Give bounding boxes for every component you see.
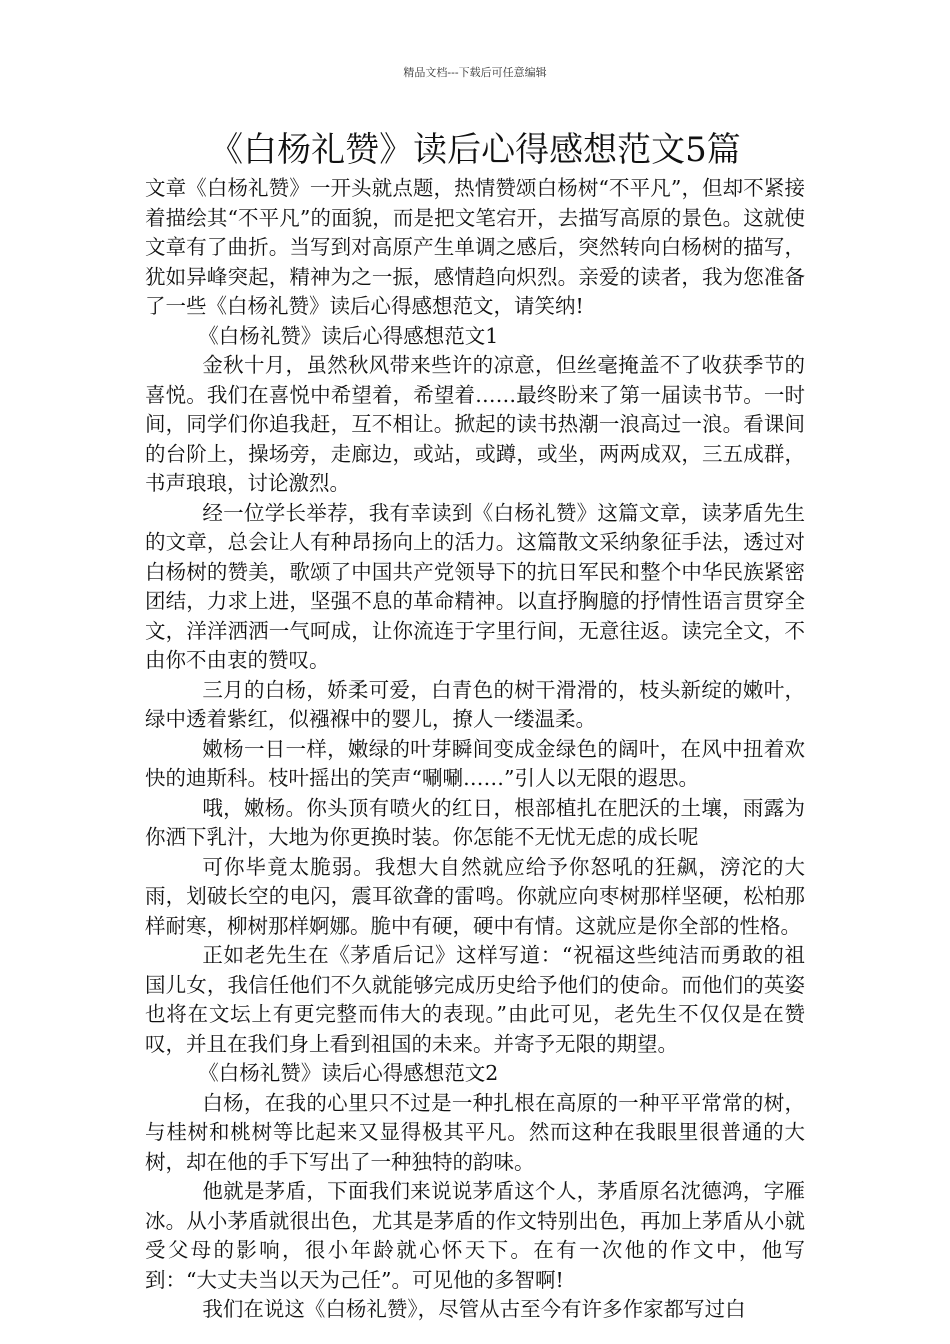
body-paragraph: 哦，嫩杨。你头顶有喷火的红日，根部植扎在肥沃的土壤，雨露为你洒下乳汁，大地为你更换时装。你怎能不无忧无虑的成长呢 [145, 795, 805, 849]
body-paragraph: 嫩杨一日一样，嫩绿的叶芽瞬间变成金绿色的阔叶，在风中扭着欢快的迪斯科。枝叶摇出的笑声“唰唰……”引人以无限的遐思。 [145, 736, 805, 790]
section-heading-1: 《白杨礼赞》读后心得感想范文1 [198, 323, 499, 348]
intro-paragraph: 文章《白杨礼赞》一开头就点题，热情赞颂白杨树“不平凡”，但却不紧接着描绘其“不平凡”的面貌，而是把文笔宕开，去描写高原的景色。这就使文章有了曲折。当写到对高原产生单调之感后，突然转向白杨树的描写，犹如异峰突起，精神为之一振，感情趋向炽烈。亲爱的读者，我为您准备了一些《白杨礼赞》读后心得感想范文，请笑纳! [145, 176, 805, 318]
body-paragraph: 经一位学长举荐，我有幸读到《白杨礼赞》这篇文章，读茅盾先生的文章，总会让人有种昂扬向上的活力。这篇散文采纳象征手法，透过对白杨树的赞美，歌颂了中国共产党领导下的抗日军民和整个中华民族紧密团结，力求上进，坚强不息的革命精神。以直抒胸臆的抒情性语言贯穿全文，洋洋洒洒一气呵成，让你流连于字里行间，无意往返。读完全文，不由你不由衷的赞叹。 [145, 500, 805, 672]
document-title: 《白杨礼赞》读后心得感想范文5篇 [209, 130, 741, 170]
body-paragraph: 正如老先生在《茅盾后记》这样写道：“祝福这些纯洁而勇敢的祖国儿女，我信任他们不久就能够完成历史给予他们的使命。而他们的英姿也将在文坛上有更完整而伟大的表现。”由此可见，老先生不仅仅是在赞叹，并且在我们身上看到祖国的未来。并寄予无限的期望。 [145, 943, 805, 1056]
body-paragraph: 他就是茅盾，下面我们来说说茅盾这个人，茅盾原名沈德鸿，字雁冰。从小茅盾就很出色，尤其是茅盾的作文特别出色，再加上茅盾从小就受父母的影响，很小年龄就心怀天下。在有一次他的作文中，他写到：“大丈夫当以天为己任”。可见他的多智啊! [145, 1179, 805, 1292]
body-paragraph: 我们在说这《白杨礼赞》，尽管从古至今有许多作家都写过白 [202, 1297, 746, 1321]
body-paragraph: 白杨，在我的心里只不过是一种扎根在高原的一种平平常常的树，与桂树和桃树等比起来又显得极其平凡。然而这种在我眼里很普通的大树，却在他的手下写出了一种独特的韵味。 [145, 1090, 805, 1174]
body-paragraph: 三月的白杨，娇柔可爱，白青色的树干滑滑的，枝头新绽的嫩叶，绿中透着紫红，似襁褓中的婴儿，撩人一缕温柔。 [145, 677, 805, 731]
body-paragraph: 金秋十月，虽然秋风带来些许的凉意，但丝毫掩盖不了收获季节的喜悦。我们在喜悦中希望着，希望着……最终盼来了第一届读书节。一时间，同学们你追我赶，互不相让。掀起的读书热潮一浪高过一浪。看课间的台阶上，操场旁，走廊边，或站，或蹲，或坐，两两成双，三五成群，书声琅琅，讨论激烈。 [145, 353, 805, 495]
section-heading-2: 《白杨礼赞》读后心得感想范文2 [198, 1061, 499, 1085]
document-body [145, 174, 805, 1325]
body-paragraph: 可你毕竟太脆弱。我想大自然就应给予你怒吼的狂飙，滂沱的大雨，划破长空的电闪，震耳欲聋的雷鸣。你就应向枣树那样坚硬，松柏那样耐寒，柳树那样婀娜。脆中有硬，硬中有情。这就应是你全部的性格。 [145, 854, 805, 938]
page-header-note: 精品文档---下载后可任意编辑 [403, 66, 547, 79]
